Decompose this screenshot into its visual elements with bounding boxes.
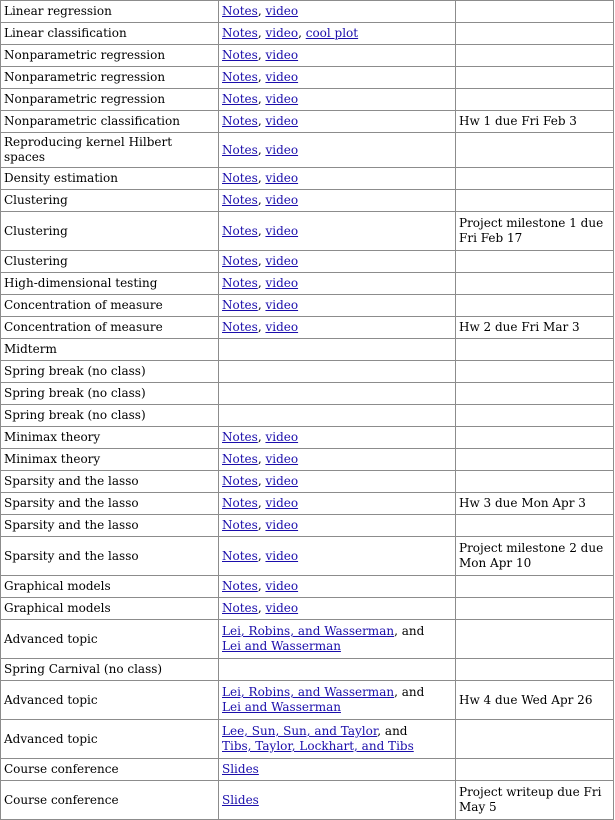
material-link[interactable]: video — [265, 276, 299, 290]
material-link[interactable]: video — [265, 223, 299, 238]
topic-cell: Minimax theory — [1, 449, 219, 471]
due-cell — [456, 576, 614, 598]
due-cell — [456, 89, 614, 111]
table-row — [1, 405, 614, 427]
topic-cell: Concentration of measure — [1, 295, 219, 317]
materials-cell — [219, 111, 456, 133]
table-row — [1, 339, 614, 361]
table-row — [1, 168, 614, 190]
material-link[interactable]: Notes — [222, 298, 258, 312]
material-link[interactable]: video — [265, 92, 299, 106]
due-cell: Hw 3 due Mon Apr 3 — [456, 493, 614, 515]
table-row — [1, 212, 614, 251]
materials-cell — [219, 537, 456, 576]
material-link[interactable]: video — [265, 496, 299, 510]
materials-cell — [219, 427, 456, 449]
topic-cell: Spring break (no class) — [1, 361, 219, 383]
table-row — [1, 273, 614, 295]
material-link[interactable]: Notes — [222, 474, 258, 488]
table-row — [1, 45, 614, 67]
link-separator: , — [257, 452, 266, 466]
due-cell — [456, 1, 614, 23]
table-row — [1, 23, 614, 45]
link-separator: , — [257, 48, 266, 62]
material-link[interactable]: Notes — [222, 320, 258, 334]
link-separator: , — [257, 4, 266, 18]
topic-cell: Advanced topic — [1, 720, 219, 759]
topic-cell: Nonparametric regression — [1, 45, 219, 67]
table-row — [1, 295, 614, 317]
material-link[interactable]: Slides — [222, 762, 259, 776]
link-separator: , — [257, 474, 266, 488]
topic-cell: Clustering — [1, 190, 219, 212]
due-cell: Project milestone 2 due Mon Apr 10 — [456, 537, 614, 576]
material-link[interactable]: Lei and Wasserman — [222, 700, 341, 714]
material-link[interactable]: Notes — [222, 4, 258, 18]
material-link[interactable]: video — [265, 474, 299, 488]
link-separator: , — [257, 114, 266, 128]
material-link[interactable]: video — [265, 171, 299, 185]
materials-cell — [219, 1, 456, 23]
link-separator: , — [257, 320, 266, 334]
table-row — [1, 251, 614, 273]
link-separator: , — [257, 142, 266, 157]
material-link[interactable]: video — [265, 70, 299, 84]
materials-cell — [219, 45, 456, 67]
material-link[interactable]: video — [265, 26, 299, 40]
link-separator: , — [257, 70, 266, 84]
table-row — [1, 133, 614, 168]
due-cell — [456, 427, 614, 449]
table-row — [1, 681, 614, 720]
due-cell — [456, 251, 614, 273]
material-link[interactable]: cool plot — [305, 26, 359, 40]
link-separator: , — [257, 496, 266, 510]
due-cell — [456, 168, 614, 190]
topic-cell: Linear regression — [1, 1, 219, 23]
link-separator: , — [257, 223, 266, 238]
material-link[interactable]: Tibs, Taylor, Lockhart, and Tibs — [222, 739, 414, 753]
material-link[interactable]: video — [265, 452, 299, 466]
topic-cell: Clustering — [1, 251, 219, 273]
materials-cell — [219, 383, 456, 405]
table-row — [1, 1, 614, 23]
topic-cell: Advanced topic — [1, 681, 219, 720]
due-cell — [456, 659, 614, 681]
table-row — [1, 515, 614, 537]
due-cell: Project writeup due Fri May 5 — [456, 781, 614, 820]
material-link[interactable]: video — [265, 4, 299, 18]
materials-cell — [219, 620, 456, 659]
table-row — [1, 427, 614, 449]
link-separator: , and — [394, 624, 425, 638]
table-row — [1, 449, 614, 471]
table-row — [1, 111, 614, 133]
table-row — [1, 537, 614, 576]
link-separator: , — [257, 276, 266, 290]
link-separator: , — [257, 601, 266, 615]
topic-cell: Graphical models — [1, 598, 219, 620]
table-row — [1, 190, 614, 212]
materials-cell — [219, 405, 456, 427]
material-link[interactable]: Notes — [222, 114, 258, 128]
table-row — [1, 576, 614, 598]
materials-cell — [219, 576, 456, 598]
link-separator: , — [257, 518, 266, 532]
material-link[interactable]: Lei, Robins, and Wasserman — [222, 624, 395, 638]
due-cell — [456, 515, 614, 537]
material-link[interactable]: Notes — [222, 254, 258, 268]
table-row — [1, 493, 614, 515]
materials-cell — [219, 720, 456, 759]
table-row — [1, 598, 614, 620]
material-link[interactable]: video — [265, 601, 299, 615]
topic-cell: Nonparametric regression — [1, 67, 219, 89]
materials-cell — [219, 212, 456, 251]
material-link[interactable]: video — [265, 430, 299, 444]
table-row — [1, 67, 614, 89]
materials-cell — [219, 759, 456, 781]
material-link[interactable]: video — [265, 114, 299, 128]
due-cell — [456, 295, 614, 317]
link-separator: , — [257, 298, 266, 312]
due-cell — [456, 273, 614, 295]
materials-cell — [219, 133, 456, 168]
due-cell — [456, 133, 614, 168]
topic-cell: Nonparametric regression — [1, 89, 219, 111]
materials-cell — [219, 339, 456, 361]
due-cell — [456, 405, 614, 427]
material-link[interactable]: Notes — [222, 452, 258, 466]
material-link[interactable]: Notes — [222, 518, 258, 532]
topic-cell: Clustering — [1, 212, 219, 251]
materials-cell — [219, 598, 456, 620]
material-link[interactable]: Notes — [222, 430, 258, 444]
table-row — [1, 659, 614, 681]
materials-cell — [219, 89, 456, 111]
topic-cell: Minimax theory — [1, 427, 219, 449]
materials-cell — [219, 168, 456, 190]
topic-cell: High-dimensional testing — [1, 273, 219, 295]
table-row — [1, 317, 614, 339]
material-link[interactable]: video — [265, 548, 299, 563]
topic-cell: Reproducing kernel Hilbert spaces — [1, 133, 219, 168]
materials-cell — [219, 67, 456, 89]
table-row — [1, 759, 614, 781]
topic-cell: Density estimation — [1, 168, 219, 190]
topic-cell: Nonparametric classification — [1, 111, 219, 133]
material-link[interactable]: Lei, Robins, and Wasserman — [222, 685, 395, 699]
due-cell — [456, 620, 614, 659]
schedule-body — [1, 1, 614, 820]
link-separator: , — [257, 171, 266, 185]
due-cell: Hw 1 due Fri Feb 3 — [456, 111, 614, 133]
due-cell: Hw 2 due Fri Mar 3 — [456, 317, 614, 339]
due-cell — [456, 339, 614, 361]
materials-cell — [219, 361, 456, 383]
due-cell: Project milestone 1 due Fri Feb 17 — [456, 212, 614, 251]
due-cell — [456, 45, 614, 67]
table-row — [1, 89, 614, 111]
material-link[interactable]: Notes — [222, 48, 258, 62]
due-cell — [456, 759, 614, 781]
materials-cell — [219, 449, 456, 471]
material-link[interactable]: video — [265, 193, 299, 207]
material-link[interactable]: Lee, Sun, Sun, and Taylor — [222, 724, 378, 738]
table-row — [1, 383, 614, 405]
topic-cell: Sparsity and the lasso — [1, 515, 219, 537]
material-link[interactable]: Notes — [222, 496, 258, 510]
material-link[interactable]: video — [265, 579, 299, 593]
material-link[interactable]: video — [265, 254, 299, 268]
material-link[interactable]: Notes — [222, 223, 258, 238]
materials-cell — [219, 23, 456, 45]
due-cell — [456, 190, 614, 212]
materials-cell — [219, 471, 456, 493]
table-row — [1, 620, 614, 659]
materials-cell — [219, 515, 456, 537]
link-separator: , and — [394, 685, 425, 699]
materials-cell — [219, 681, 456, 720]
due-cell: Hw 4 due Wed Apr 26 — [456, 681, 614, 720]
due-cell — [456, 598, 614, 620]
material-link[interactable]: Lei and Wasserman — [222, 639, 341, 653]
material-link[interactable]: Notes — [222, 26, 258, 40]
material-link[interactable]: video — [265, 320, 299, 334]
topic-cell: Spring break (no class) — [1, 405, 219, 427]
material-link[interactable]: Notes — [222, 548, 258, 563]
topic-cell: Sparsity and the lasso — [1, 537, 219, 576]
material-link[interactable]: Notes — [222, 601, 258, 615]
topic-cell: Spring Carnival (no class) — [1, 659, 219, 681]
materials-cell — [219, 659, 456, 681]
material-link[interactable]: Notes — [222, 70, 258, 84]
link-separator: , — [298, 26, 306, 40]
topic-cell: Spring break (no class) — [1, 383, 219, 405]
material-link[interactable]: Notes — [222, 142, 258, 157]
material-link[interactable]: Notes — [222, 579, 258, 593]
link-separator: , and — [377, 724, 408, 738]
due-cell — [456, 720, 614, 759]
topic-cell: Linear classification — [1, 23, 219, 45]
due-cell — [456, 67, 614, 89]
topic-cell: Sparsity and the lasso — [1, 493, 219, 515]
topic-cell: Course conference — [1, 759, 219, 781]
materials-cell — [219, 190, 456, 212]
link-separator: , — [257, 193, 266, 207]
topic-cell: Midterm — [1, 339, 219, 361]
topic-cell: Course conference — [1, 781, 219, 820]
topic-cell: Advanced topic — [1, 620, 219, 659]
materials-cell — [219, 273, 456, 295]
material-link[interactable]: video — [265, 298, 299, 312]
topic-cell: Graphical models — [1, 576, 219, 598]
table-row — [1, 720, 614, 759]
material-link[interactable]: Slides — [222, 792, 259, 807]
table-row — [1, 361, 614, 383]
material-link[interactable]: video — [265, 518, 299, 532]
link-separator: , — [257, 26, 266, 40]
due-cell — [456, 23, 614, 45]
topic-cell: Sparsity and the lasso — [1, 471, 219, 493]
due-cell — [456, 383, 614, 405]
materials-cell — [219, 251, 456, 273]
material-link[interactable]: Notes — [222, 92, 258, 106]
link-separator: , — [257, 548, 266, 563]
due-cell — [456, 361, 614, 383]
material-link[interactable]: video — [265, 48, 299, 62]
table-row — [1, 471, 614, 493]
link-separator: , — [257, 92, 266, 106]
due-cell — [456, 449, 614, 471]
material-link[interactable]: video — [265, 142, 299, 157]
link-separator: , — [257, 254, 266, 268]
materials-cell — [219, 317, 456, 339]
link-separator: , — [257, 579, 266, 593]
material-link[interactable]: Notes — [222, 193, 258, 207]
topic-cell: Concentration of measure — [1, 317, 219, 339]
link-separator: , — [257, 430, 266, 444]
due-cell — [456, 471, 614, 493]
materials-cell — [219, 493, 456, 515]
material-link[interactable]: Notes — [222, 276, 258, 290]
materials-cell — [219, 295, 456, 317]
material-link[interactable]: Notes — [222, 171, 258, 185]
